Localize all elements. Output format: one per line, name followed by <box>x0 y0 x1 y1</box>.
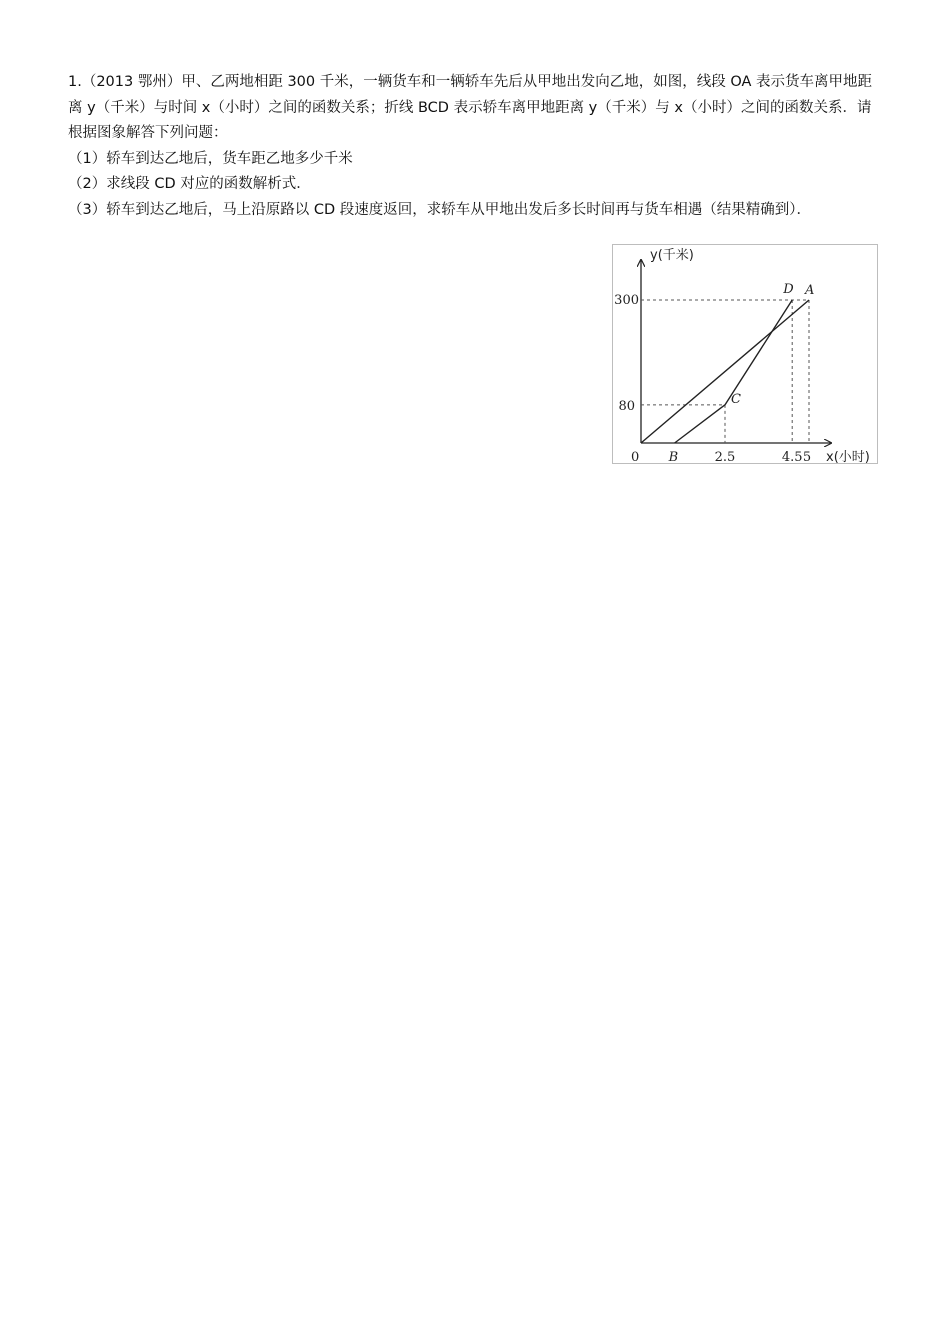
x-tick-label-4-5: 4.5 <box>781 450 803 463</box>
y-tick-label-80: 80 <box>618 398 635 414</box>
series-line-OA <box>641 300 809 443</box>
question-1: （1）轿车到达乙地后，货车距乙地多少千米 <box>68 150 353 167</box>
series-line-BC <box>675 405 725 443</box>
y-tick-label-300: 300 <box>614 293 639 308</box>
point-label-A: A <box>805 283 815 298</box>
y-axis-label: y(千米) <box>650 248 694 263</box>
distance-time-graph <box>613 245 877 463</box>
x-tick-label-5: 5 <box>802 450 812 463</box>
origin-label: 0 <box>631 450 640 463</box>
problem-stem: 1.（2013 鄂州）甲、乙两地相距 300 千米，一辆货车和一辆轿车先后从甲地出发向乙地，如图，线段 OA 表示货车离甲地距离 y（千米）与时间 x（小时）之间的函数关系；折线 BCD 表示轿车离甲地距离 y（千米）与 x（小时）之间的函数关系．请根据图象解答下列问题： <box>68 74 873 141</box>
x-tick-label-2-5: 2.5 <box>714 450 736 463</box>
point-label-D: D <box>783 282 794 297</box>
question-3: （3）轿车到达乙地后，马上沿原路以 CD 段速度返回，求轿车从甲地出发后多长时间再与货车相遇（结果精确到）． <box>68 201 811 218</box>
point-label-C: C <box>731 391 741 407</box>
question-2: （2）求线段 CD 对应的函数解析式． <box>68 176 311 192</box>
graph-figure <box>612 244 878 464</box>
problem-block <box>68 70 883 223</box>
x-axis-label: x(小时) <box>826 450 870 463</box>
point-label-B: B <box>668 450 679 463</box>
series-line-CD <box>725 300 792 405</box>
